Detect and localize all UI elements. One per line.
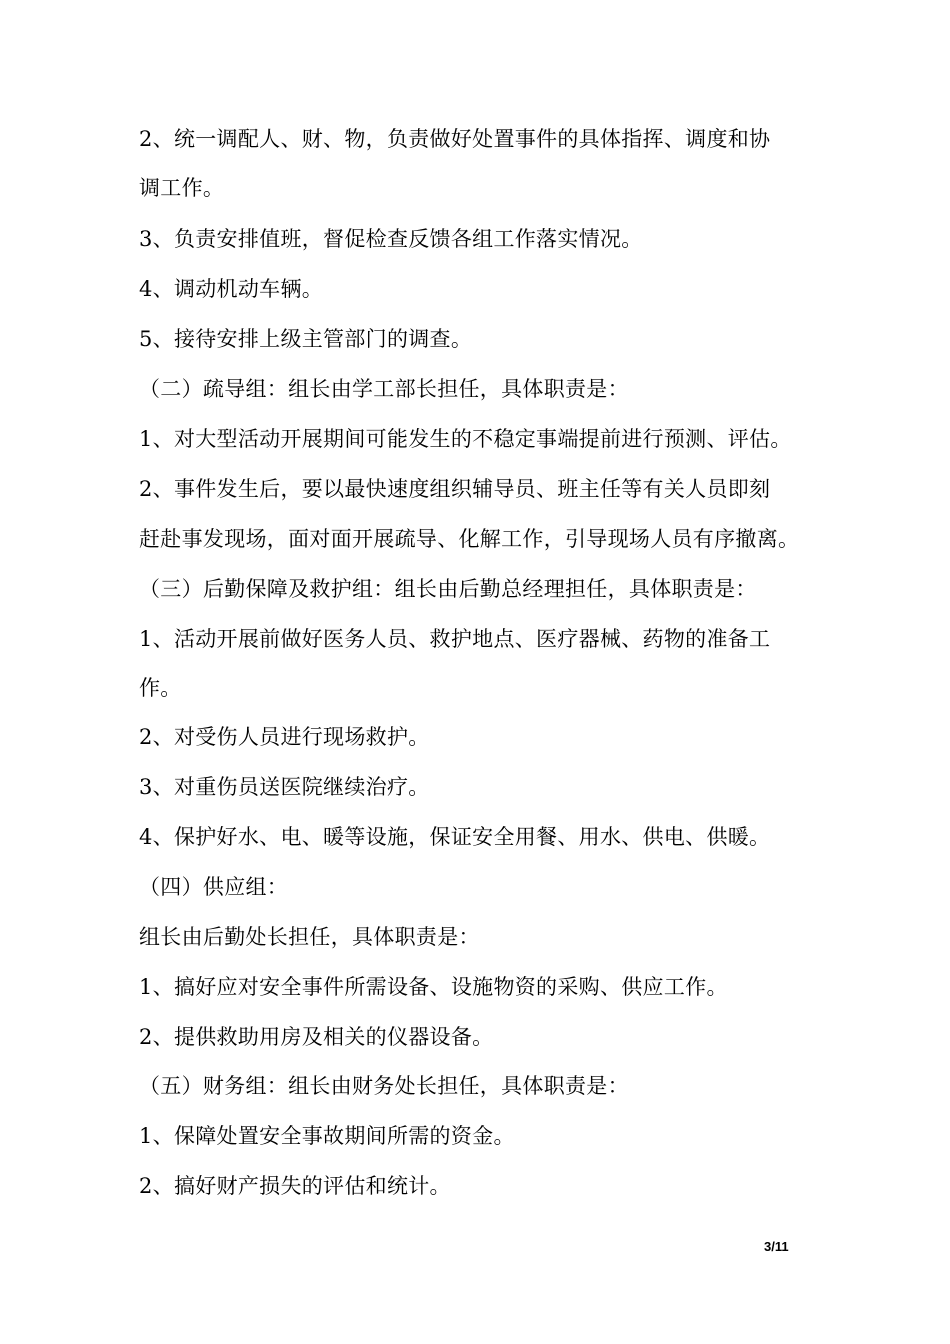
paragraph-line: 2、统一调配人、财、物，负责做好处置事件的具体指挥、调度和协 — [139, 127, 771, 151]
section-heading: （三）后勤保障及救护组：组长由后勤总经理担任，具体职责是： — [139, 577, 757, 601]
paragraph-line: 4、调动机动车辆。 — [139, 277, 324, 301]
paragraph-line: 调工作。 — [139, 176, 225, 200]
section-heading: （四）供应组： — [139, 875, 289, 899]
paragraph-line: 1、保障处置安全事故期间所需的资金。 — [139, 1124, 515, 1148]
paragraph-line: 1、活动开展前做好医务人员、救护地点、医疗器械、药物的准备工 — [139, 627, 771, 651]
paragraph-line: 赶赴事发现场，面对面开展疏导、化解工作，引导现场人员有序撤离。 — [139, 527, 800, 551]
page-number: 3/11 — [764, 1239, 789, 1254]
paragraph-line: 2、提供救助用房及相关的仪器设备。 — [139, 1025, 494, 1049]
paragraph-line: 组长由后勤处长担任，具体职责是： — [139, 925, 480, 949]
paragraph-line: 2、事件发生后，要以最快速度组织辅导员、班主任等有关人员即刻 — [139, 477, 771, 501]
section-heading: （五）财务组：组长由财务处长担任，具体职责是： — [139, 1074, 629, 1098]
paragraph-line: 3、负责安排值班，督促检查反馈各组工作落实情况。 — [139, 227, 643, 251]
paragraph-line: 2、搞好财产损失的评估和统计。 — [139, 1174, 451, 1198]
paragraph-line: 作。 — [139, 676, 182, 700]
paragraph-line: 4、保护好水、电、暖等设施，保证安全用餐、用水、供电、供暖。 — [139, 825, 771, 849]
paragraph-line: 3、对重伤员送医院继续治疗。 — [139, 775, 430, 799]
paragraph-line: 1、对大型活动开展期间可能发生的不稳定事端提前进行预测、评估。 — [139, 427, 792, 451]
section-heading: （二）疏导组：组长由学工部长担任，具体职责是： — [139, 377, 629, 401]
paragraph-line: 1、搞好应对安全事件所需设备、设施物资的采购、供应工作。 — [139, 975, 728, 999]
paragraph-line: 2、对受伤人员进行现场救护。 — [139, 725, 430, 749]
paragraph-line: 5、接待安排上级主管部门的调查。 — [139, 327, 473, 351]
